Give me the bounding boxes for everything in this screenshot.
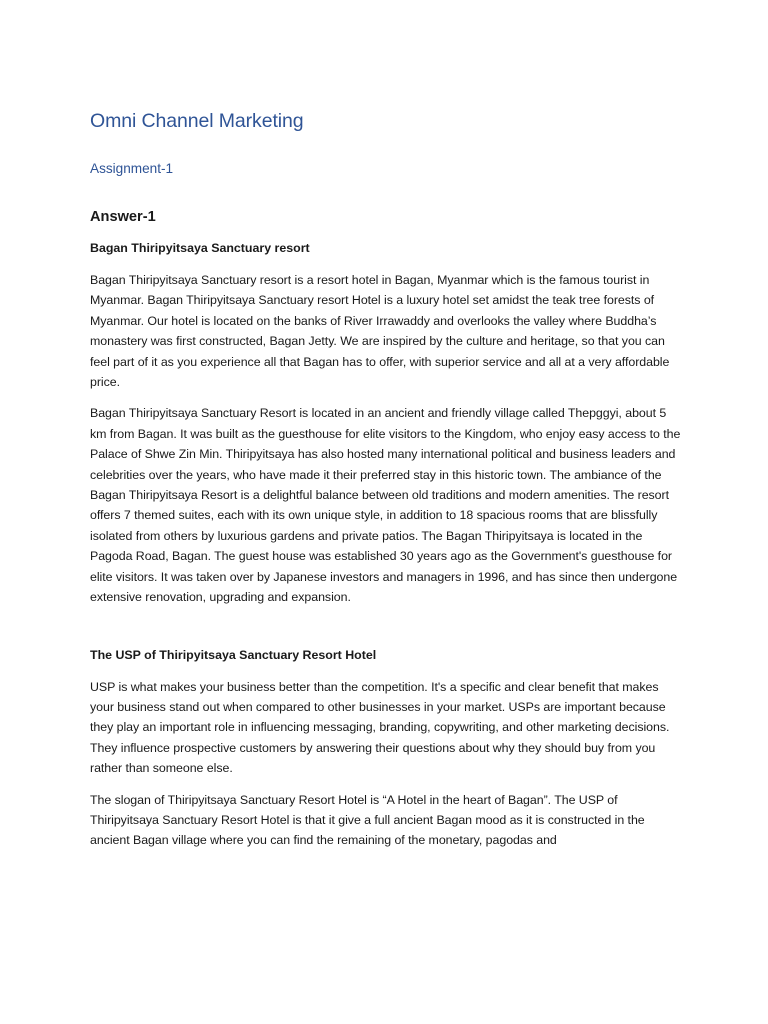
paragraph-usp-definition: USP is what makes your business better than the competition. It's a specific and clear benefit that makes your business stand out when compared to other businesses in your market. USPs are important because they play an important role in influencing messaging, branding, copywriting, and other marketing decisions. They influence prospective customers by answering their questions about why they should buy from you rather than someone else. bbox=[90, 679, 670, 776]
answer-heading: Answer-1 bbox=[90, 209, 156, 225]
paragraph-resort-intro: Bagan Thiripyitsaya Sanctuary resort is a resort hotel in Bagan, Myanmar which is the famous tourist in Myanmar. Bagan Thiripyitsaya Sanctuary resort Hotel is a luxury hotel set amidst the teak tree forests of Myanmar. Our hotel is located on the banks of River Irrawaddy and overlooks the valley where Buddha’s monastery was first constructed, Bagan Jetty. We are inspired by the culture and heritage, so that you can feel part of it as you experience all that Bagan has to offer, with superior service and all at a very affordable price. bbox=[90, 273, 670, 390]
document-subtitle: Assignment-1 bbox=[90, 161, 174, 176]
paragraph-resort-location: Bagan Thiripyitsaya Sanctuary Resort is located in an ancient and friendly village called Thepggyi, about 5 km from Bagan. It was built as the guesthouse for elite visitors to the Kingdom, who enjoy easy access to the Palace of Shwe Zin Min. Thiripyitsaya has also hosted many international political and business leaders and celebrities over the years, who have made it their preferred stay in this historic town. The ambiance of the Bagan Thiripyitsaya Resort is a delightful balance between old traditions and modern amenities. The resort offers 7 themed suites, each with its own unique style, in addition to 18 spacious rooms that are blissfully isolated from others by luxurious gardens and private patios. The Bagan Thiripyitsaya is located in the Pagoda Road, Bagan. The guest house was established 30 years ago as the Government's guesthouse for elite visitors. It was taken over by Japanese investors and managers in 1996, and has since then undergone extensive renovation, upgrading and expansion. bbox=[90, 406, 681, 605]
section-heading-resort: Bagan Thiripyitsaya Sanctuary resort bbox=[90, 241, 310, 255]
document-body bbox=[90, 108, 684, 851]
paragraph-usp-slogan: The slogan of Thiripyitsaya Sanctuary Resort Hotel is “A Hotel in the heart of Bagan”. The USP of Thiripyitsaya Sanctuary Resort Hotel is that it give a full ancient Bagan mood as it is constructed in the ancient Bagan village where you can find the remaining of the monetary, pagodas and bbox=[90, 792, 645, 848]
document-title: Omni Channel Marketing bbox=[90, 110, 304, 132]
section-heading-usp: The USP of Thiripyitsaya Sanctuary Resort Hotel bbox=[90, 647, 377, 662]
